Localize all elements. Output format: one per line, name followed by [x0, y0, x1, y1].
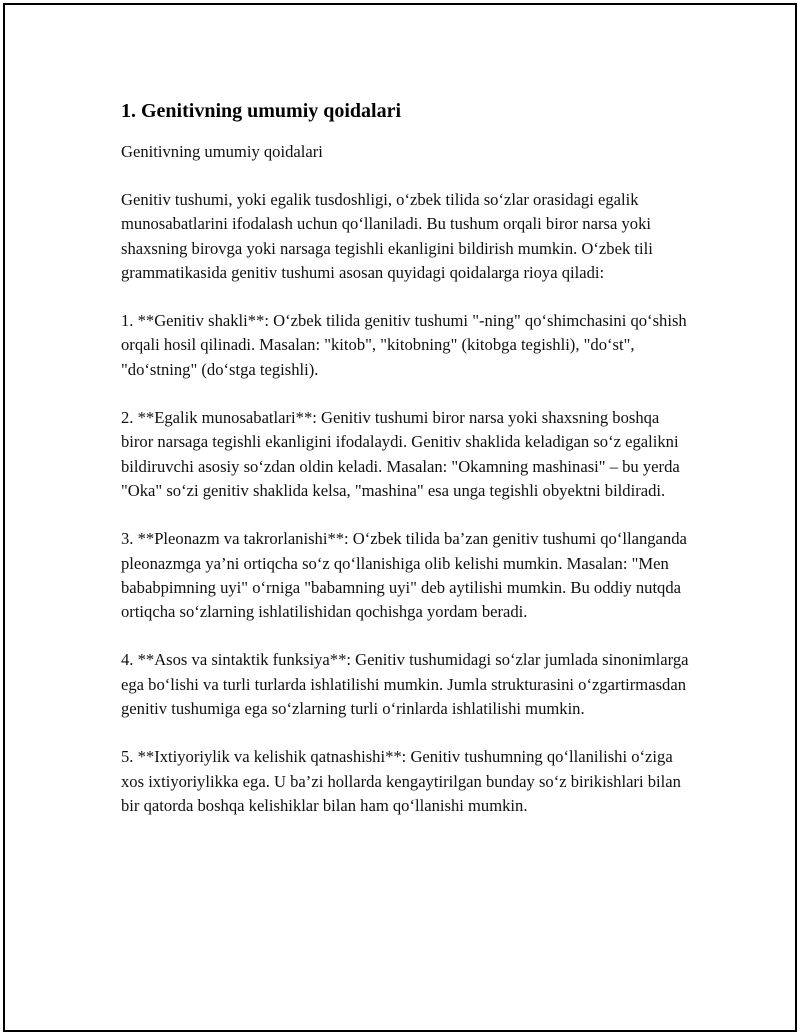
- intro-paragraph: Genitiv tushumi, yoki egalik tusdoshligi, o‘zbek tilida so‘zlar orasidagi egalik munosabatlarini ifodalash uchun qo‘llaniladi. Bu tushum orqali biror narsa yoki shaxsning birovga yoki narsaga tegishli ekanligini bildirish mumkin. O‘zbek tili grammatikasida genitiv tushumi asosan quyidagi qoidalarga rioya qiladi:: [121, 190, 653, 282]
- rule-paragraph-pleonasm: 3. **Pleonazm va takrorlanishi**: O‘zbek tilida ba’zan genitiv tushumi qo‘llanganda pleonazmga ya’ni ortiqcha so‘z qo‘llanishiga olib kelishi mumkin. Masalan: "Men bababpimning uyi" o‘rniga "babamning uyi" deb aytilishi mumkin. Bu oddiy nutqda ortiqcha so‘zlarning ishlatilishidan qochishga yordam beradi.: [121, 529, 687, 622]
- rule-paragraph-genitive-form: 1. **Genitiv shakli**: O‘zbek tilida genitiv tushumi "-ning" qo‘shimchasini qo‘shish orqali hosil qilinadi. Masalan: "kitob", "kitobning" (kitobga tegishli), "do‘st", "do‘stning" (do‘stga tegishli).: [121, 311, 687, 379]
- section-subtitle: Genitivning umumiy qoidalari: [121, 142, 323, 161]
- rule-paragraph-optionality: 5. **Ixtiyoriylik va kelishik qatnashishi**: Genitiv tushumning qo‘llanilishi o‘ziga xos ixtiyoriylikka ega. U ba’zi hollarda kengaytirilgan bunday so‘z birikishlari bilan bir qatorda boshqa kelishiklar bilan ham qo‘llanishi mumkin.: [121, 747, 681, 815]
- rule-paragraph-possessive-relations: 2. **Egalik munosabatlari**: Genitiv tushumi biror narsa yoki shaxsning boshqa biror narsaga tegishli ekanligini ifodalaydi. Genitiv shaklida keladigan so‘z egalikni bildiruvchi asosiy so‘zdan oldin keladi. Masalan: "Okamning mashinasi" – bu yerda "Oka" so‘zi genitiv shaklida kelsa, "mashina" esa unga tegishli obyektni bildiradi.: [121, 408, 680, 500]
- rule-paragraph-syntactic-function: 4. **Asos va sintaktik funksiya**: Genitiv tushumidagi so‘zlar jumlada sinonimlarga ega bo‘lishi va turli turlarda ishlatilishi mumkin. Jumla strukturasini o‘zgartirmasdan genitiv tushumiga ega so‘zlarning turli o‘rinlarda ishlatilishi mumkin.: [121, 650, 689, 719]
- document-body: [121, 98, 691, 842]
- section-heading: 1. Genitivning umumiy qoidalari: [121, 100, 402, 122]
- page-frame: [3, 3, 797, 1032]
